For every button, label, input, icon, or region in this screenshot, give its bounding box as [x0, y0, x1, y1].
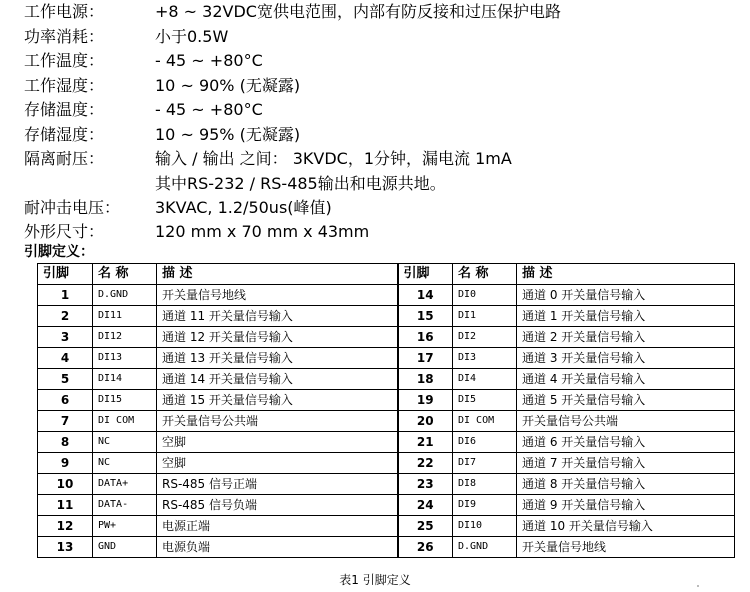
spec-label: 存储湿度：	[24, 124, 105, 144]
pin-name: DI9	[453, 495, 517, 516]
pin-number: 14	[398, 285, 453, 306]
table-row	[38, 285, 735, 306]
pin-description: 开关量信号公共端	[157, 411, 398, 432]
pin-description: 通道 7 开关量信号输入	[517, 453, 735, 474]
pin-number: 17	[398, 348, 453, 369]
pin-number: 10	[38, 474, 93, 495]
pin-name: NC	[93, 453, 157, 474]
pin-number: 24	[398, 495, 453, 516]
spec-row-operating-humidity	[24, 74, 744, 99]
pin-description: 空脚	[157, 453, 398, 474]
pin-description: 电源负端	[157, 537, 398, 558]
spec-row-storage-humidity	[24, 123, 744, 148]
pin-description: 通道 4 开关量信号输入	[517, 369, 735, 390]
pin-description: 通道 11 开关量信号输入	[157, 306, 398, 327]
spec-label: 工作湿度：	[24, 75, 105, 95]
pin-number: 4	[38, 348, 93, 369]
pin-name: DI COM	[453, 411, 517, 432]
pin-number: 25	[398, 516, 453, 537]
spec-label: 工作温度：	[24, 51, 105, 70]
spec-value: 10 ~ 95% (无凝露)	[155, 124, 301, 144]
pin-number: 8	[38, 432, 93, 453]
pin-number: 11	[38, 495, 93, 516]
pin-number: 16	[398, 327, 453, 348]
table-row	[38, 411, 735, 432]
pin-number: 9	[38, 453, 93, 474]
pin-number: 23	[398, 474, 453, 495]
pin-number: 6	[38, 390, 93, 411]
pin-name: DATA-	[93, 495, 157, 516]
pin-name: NC	[93, 432, 157, 453]
spec-label: 耐冲击电压：	[24, 197, 121, 217]
spec-row-power-supply	[24, 0, 744, 25]
spec-list	[24, 0, 744, 245]
pin-number: 18	[398, 369, 453, 390]
pin-name: DI11	[93, 306, 157, 327]
pin-name: DI2	[453, 327, 517, 348]
spec-row-surge-voltage	[24, 196, 744, 221]
pin-name: DI10	[453, 516, 517, 537]
table-row	[38, 537, 735, 558]
header-name: 名 称	[453, 264, 517, 285]
spec-row-storage-temperature	[24, 98, 744, 123]
table-row	[38, 327, 735, 348]
table-caption: 表1 引脚定义	[339, 573, 411, 587]
pin-description: 通道 15 开关量信号输入	[157, 390, 398, 411]
spec-value: - 45 ~ +80°C	[155, 100, 263, 119]
pin-description: 通道 9 开关量信号输入	[517, 495, 735, 516]
pin-name: PW+	[93, 516, 157, 537]
pin-name: DI5	[453, 390, 517, 411]
header-pin: 引脚	[398, 264, 453, 285]
pin-number: 21	[398, 432, 453, 453]
pin-name: DI7	[453, 453, 517, 474]
pin-description: RS-485 信号正端	[157, 474, 398, 495]
pin-name: DI0	[453, 285, 517, 306]
table-row	[38, 495, 735, 516]
pin-name: DI1	[453, 306, 517, 327]
pin-number: 26	[398, 537, 453, 558]
pin-number: 15	[398, 306, 453, 327]
pin-name: DATA+	[93, 474, 157, 495]
pin-description: 空脚	[157, 432, 398, 453]
isolation-note: 其中RS-232 / RS-485输出和电源共地。	[155, 173, 446, 193]
pin-description: 通道 5 开关量信号输入	[517, 390, 735, 411]
pin-description: 开关量信号公共端	[517, 411, 735, 432]
decorative-dot	[697, 585, 699, 587]
pin-name: DI12	[93, 327, 157, 348]
pin-name: DI3	[453, 348, 517, 369]
pin-name: DI6	[453, 432, 517, 453]
pin-number: 22	[398, 453, 453, 474]
spec-value: 输入 / 输出 之间： 3KVDC，1分钟，漏电流 1mA	[155, 149, 512, 168]
pin-number: 5	[38, 369, 93, 390]
header-description: 描 述	[157, 264, 398, 285]
pin-description: 通道 13 开关量信号输入	[157, 348, 398, 369]
spec-value: 10 ~ 90% (无凝露)	[155, 75, 301, 95]
pin-name: D.GND	[453, 537, 517, 558]
pin-description: 开关量信号地线	[517, 537, 735, 558]
pin-number: 19	[398, 390, 453, 411]
spec-value: - 45 ~ +80°C	[155, 51, 263, 70]
pin-description: 通道 14 开关量信号输入	[157, 369, 398, 390]
table-row	[38, 306, 735, 327]
table-row	[38, 516, 735, 537]
pin-name: DI COM	[93, 411, 157, 432]
pin-number: 20	[398, 411, 453, 432]
pin-name: DI14	[93, 369, 157, 390]
pin-description: 开关量信号地线	[157, 285, 398, 306]
table-row	[38, 348, 735, 369]
spec-value: +8 ~ 32VDC宽供电范围，内部有防反接和过压保护电路	[155, 2, 561, 21]
pin-number: 1	[38, 285, 93, 306]
pin-number: 3	[38, 327, 93, 348]
pin-name: DI4	[453, 369, 517, 390]
section-title: 引脚定义：	[24, 244, 94, 260]
pin-description: 通道 3 开关量信号输入	[517, 348, 735, 369]
spec-label: 存储温度：	[24, 100, 105, 119]
pin-description: 电源正端	[157, 516, 398, 537]
table-row	[38, 369, 735, 390]
pin-description: 通道 8 开关量信号输入	[517, 474, 735, 495]
pin-number: 2	[38, 306, 93, 327]
pin-number: 12	[38, 516, 93, 537]
spec-row-isolation-voltage	[24, 147, 744, 172]
header-name: 名 称	[93, 264, 157, 285]
table-row	[38, 453, 735, 474]
pin-name: DI8	[453, 474, 517, 495]
spec-row-power-consumption	[24, 25, 744, 50]
spec-row-operating-temperature	[24, 49, 744, 74]
pin-description: 通道 0 开关量信号输入	[517, 285, 735, 306]
table-row	[38, 390, 735, 411]
table-row	[38, 474, 735, 495]
pin-name: DI15	[93, 390, 157, 411]
pin-definition-table	[37, 263, 735, 558]
pin-description: 通道 2 开关量信号输入	[517, 327, 735, 348]
table-header-row	[38, 264, 735, 285]
spec-value: 小于0.5W	[155, 26, 229, 46]
pin-description: 通道 6 开关量信号输入	[517, 432, 735, 453]
pin-description: 通道 12 开关量信号输入	[157, 327, 398, 348]
spec-label: 功率消耗：	[24, 26, 105, 46]
spec-label: 工作电源：	[24, 2, 105, 21]
pin-description: RS-485 信号负端	[157, 495, 398, 516]
pin-name: DI13	[93, 348, 157, 369]
spec-value: 120 mm x 70 mm x 43mm	[155, 222, 370, 241]
pin-number: 13	[38, 537, 93, 558]
table-row	[38, 432, 735, 453]
spec-label: 隔离耐压：	[24, 149, 105, 168]
table-body	[38, 285, 735, 558]
pin-name: GND	[93, 537, 157, 558]
spec-row-dimensions	[24, 220, 744, 245]
header-description: 描 述	[517, 264, 735, 285]
spec-value: 3KVAC, 1.2/50us(峰值)	[155, 197, 332, 217]
pin-name: D.GND	[93, 285, 157, 306]
header-pin: 引脚	[38, 264, 93, 285]
pin-number: 7	[38, 411, 93, 432]
pin-description: 通道 1 开关量信号输入	[517, 306, 735, 327]
spec-label: 外形尺寸：	[24, 222, 105, 241]
pin-description: 通道 10 开关量信号输入	[517, 516, 735, 537]
